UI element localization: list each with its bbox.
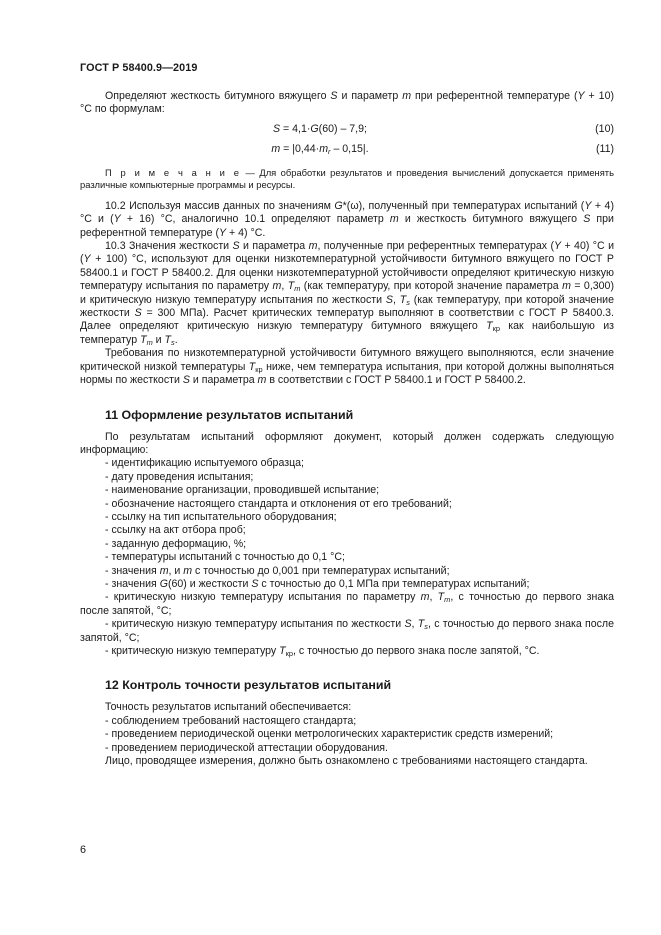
formula-11-number: (11) <box>595 142 614 155</box>
section-12-intro: Точность результатов испытаний обеспечивается: <box>105 701 352 714</box>
formula-10-expression: S = 4,1·G(60) – 7,9; <box>273 122 367 135</box>
standard-header: ГОСТ Р 58400.9—2019 <box>80 62 198 74</box>
list-item: - идентификацию испытуемого образца; <box>105 457 304 470</box>
list-item: - соблюдением требований настоящего стандарта; <box>105 714 357 727</box>
list-item: - обозначение настоящего стандарта и отклонения от его требований; <box>105 497 452 510</box>
list-item: - значения G(60) и жесткости S с точностью до 0,1 МПа при температурах испытаний; <box>105 577 530 590</box>
formula-11 <box>80 143 614 158</box>
intro-paragraph: Определяют жесткость битумного вяжущего S и параметр m при референтной температуре (Y + 10) °C по формулам: <box>80 90 614 116</box>
page-content <box>80 90 614 768</box>
section-12-list <box>80 715 614 755</box>
formula-10 <box>80 123 614 138</box>
list-item: - критическую низкую температуру $T_{кр}$, с точностью до первого знака после запятой, °C. <box>105 645 540 658</box>
paragraph-10-2: 10.2 Используя массив данных по значениям G*(ω), полученный при температурах испытаний (Y + 4) °C и (Y + 16) °C, аналогично 10.1 определяют параметр m и жесткость битумного вяжущего S при референтной температуре (Y + 4) °C. <box>80 199 614 239</box>
formula-10-number: (10) <box>595 122 614 135</box>
paragraph-10-3: 10.3 Значения жесткости S и параметра m, полученные при референтных температурах (Y + 40) °C и (Y + 100) °C, используют для оценки низкотемпературной устойчивости битумного вяжущего по ГОСТ Р 58400.1 и ГОСТ Р 58400.2. Для оценки низкотемпературной устойчивости определяют критическую низкую температуру испытания по параметру m, $T_m$ (как температуру, при которой значение параметра m = 0,300) и критическую низкую температуру испытания по жесткости S, $T_s$ (как температуру, при которой значение жесткости S = 300 МПа). Расчет критических температур выполняют в соответствии с ГОСТ Р 58400.3. Далее определяют критическую низкую температуру битумного вяжущего $T_{кр}$ как наибольшую из температур $T_m$ и $T_s$. <box>80 240 614 347</box>
list-item: - проведением периодической оценки метрологических характеристик средств измерений; <box>105 728 554 741</box>
section-12-closing: Лицо, проводящее измерения, должно быть ознакомлено с требованиями настоящего стандарта. <box>105 755 588 768</box>
note-label: П р и м е ч а н и е <box>105 166 242 178</box>
list-item: - критическую низкую температуру испытания по параметру m, $T_m$, с точностью до первого знака после запятой, °C; <box>80 591 614 617</box>
list-item: - наименование организации, проводившей испытание; <box>105 484 380 497</box>
list-item: - значения m, и m с точностью до 0,001 при температурах испытаний; <box>105 564 450 577</box>
section-11-intro: По результатам испытаний оформляют документ, который должен содержать следующую информацию: <box>80 430 614 456</box>
list-item: - критическую низкую температуру испытания по жесткости S, $T_s$, с точностью до первого знака после запятой, °C; <box>80 618 615 644</box>
section-11-list <box>80 457 614 658</box>
list-item: - проведением периодической аттестации оборудования. <box>105 741 388 754</box>
page-number: 6 <box>80 844 87 856</box>
note <box>80 167 614 191</box>
note-text: — Для обработки результатов и проведения вычислений допускается применять различные компьютерные программы и ресурсы. <box>80 166 614 190</box>
list-item: - ссылку на акт отбора проб; <box>105 524 246 537</box>
list-item: - заданную деформацию, %; <box>105 537 247 550</box>
section-11-title: 11 Оформление результатов испытаний <box>105 407 354 422</box>
list-item: - дату проведения испытания; <box>105 470 254 483</box>
section-12-title: 12 Контроль точности результатов испытаний <box>105 678 392 693</box>
formula-11-expression: $m = |0,44\cdot m_r - 0,15|$. <box>271 142 369 156</box>
list-item: - температуры испытаний с точностью до 0,1 °C; <box>105 551 345 564</box>
list-item: - ссылку на тип испытательного оборудования; <box>105 510 337 523</box>
paragraph-requirements: Требования по низкотемпературной устойчивости битумного вяжущего выполняются, если значение критической низкой температуры $T_{кр}$ ниже, чем температура испытания, при которой должны выполняться нормы по жесткости S и параметра m в соответствии с ГОСТ Р 58400.1 и ГОСТ Р 58400.2. <box>80 347 614 387</box>
